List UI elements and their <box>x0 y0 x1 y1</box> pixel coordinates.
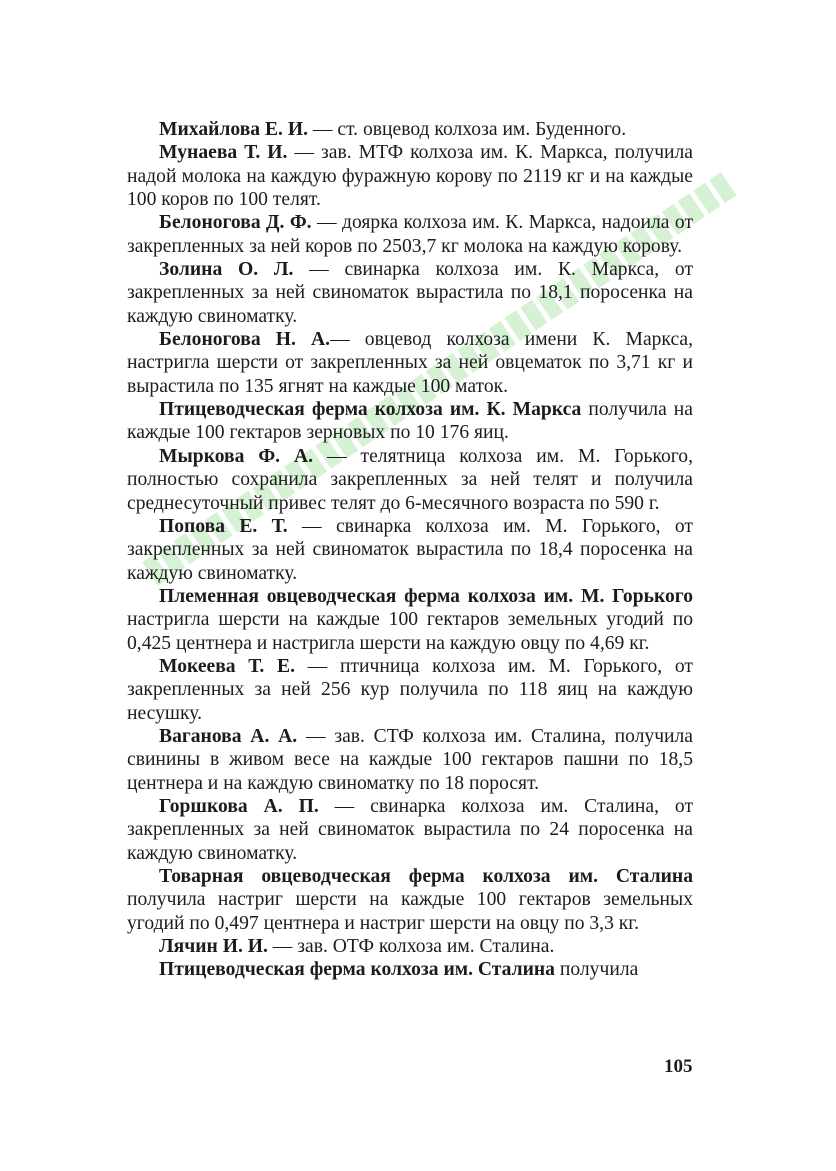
paragraph-10-name: Мокеева Т. Е. <box>159 655 295 677</box>
paragraph-9-name: Племенная овцеводческая ферма колхоза им. М. Горького <box>159 585 693 607</box>
paragraph-12 <box>127 795 693 865</box>
paragraph-1-name: Михайлова Е. И. <box>159 119 308 140</box>
paragraph-9 <box>127 585 693 655</box>
paragraph-4 <box>127 258 693 328</box>
paragraph-15-text: получила <box>554 959 639 981</box>
paragraph-13-name: Товарная овцеводческая ферма колхоза им. Сталина <box>159 866 693 887</box>
paragraph-10-text: — птичница колхоза им. М. Горького, от закрепленных за ней 256 кур получила по 118 яиц на каждую несушку. <box>127 655 693 724</box>
page-text <box>127 118 693 982</box>
paragraph-3 <box>127 211 693 258</box>
paragraph-8-text: — свинарка колхоза им. М. Горького, от закрепленных за ней свиноматок вырастила по 18,4 поросенка на каждую свиноматку. <box>127 515 693 584</box>
paragraph-1-text: — ст. овцевод колхоза им. Буденного. <box>308 119 627 140</box>
paragraph-14 <box>127 935 693 958</box>
paragraph-2 <box>127 141 693 211</box>
paragraph-7 <box>127 445 693 515</box>
paragraph-11 <box>127 725 693 795</box>
paragraph-11-text: — зав. СТФ колхоза им. Сталина, получила свинины в живом весе на каждые 100 гектаров пашни по 18,5 центнера и на каждую свиноматку по 18 поросят. <box>127 725 694 794</box>
paragraph-2-name: Мунаева Т. И. <box>159 142 288 164</box>
paragraph-14-text: — зав. ОТФ колхоза им. Сталина. <box>267 936 555 958</box>
paragraph-8-name: Попова Е. Т. <box>159 515 288 537</box>
paragraph-14-name: Лячин И. И. <box>159 936 268 958</box>
paragraph-5-name: Белоногова Н. А. <box>159 329 331 351</box>
paragraph-6 <box>127 398 693 445</box>
paragraph-12-text: — свинарка колхоза им. Сталина, от закрепленных за ней свиноматок вырастила по 24 поросенка на каждую свиноматку. <box>127 795 694 864</box>
paragraph-5 <box>127 328 693 398</box>
paragraph-13-text: получила настриг шерсти на каждые 100 гектаров земельных угодий по 0,497 центнера и настриг шерсти на овцу по 3,3 кг. <box>127 889 693 934</box>
paragraph-11-name: Ваганова А. А. <box>159 725 298 747</box>
paragraph-1 <box>127 118 693 141</box>
paragraph-6-text: получила на каждые 100 гектаров зерновых по 10 176 яиц. <box>127 399 693 444</box>
paragraph-3-text: — доярка колхоза им. К. Маркса, надоила от закрепленных за ней коров по 2503,7 кг молока на каждую корову. <box>127 212 694 257</box>
paragraph-13 <box>127 865 693 935</box>
paragraph-2-text: — зав. МТФ колхоза им. К. Маркса, получила надой молока на каждую фуражную корову по 2119 кг и на каждые 100 коров по 100 телят. <box>127 142 694 211</box>
page-number: 105 <box>664 1056 693 1077</box>
paragraph-8 <box>127 515 693 585</box>
paragraph-4-name: Золина О. Л. <box>159 259 294 281</box>
paragraph-15-name: Птицеводческая ферма колхоза им. Сталина <box>159 959 555 981</box>
paragraph-7-name: Мыркова Ф. А. <box>159 445 314 467</box>
paragraph-6-name: Птицеводческая ферма колхоза им. К. Маркса <box>159 399 582 421</box>
paragraph-10 <box>127 655 693 725</box>
paragraph-3-name: Белоногова Д. Ф. <box>159 212 312 234</box>
paragraph-12-name: Горшкова А. П. <box>159 795 319 817</box>
paragraph-9-text: настригла шерсти на каждые 100 гектаров земельных угодий по 0,425 центнера и настригла шерсти на каждую овцу по 4,69 кг. <box>127 609 693 654</box>
paragraph-5-text: — овцевод колхоза имени К. Маркса, настригла шерсти от закрепленных за ней овцематок по 3,71 кг и вырастила по 135 ягнят на каждые 100 маток. <box>127 329 693 397</box>
paragraph-7-text: — телятница колхоза им. М. Горького, полностью сохранила закрепленных за ней телят и получила среднесуточный привес телят до 6-месячного возраста по 590 г. <box>127 445 693 514</box>
paragraph-4-text: — свинарка колхоза им. К. Маркса, от закрепленных за ней свиноматок вырастила по 18,1 поросенка на каждую свиноматку. <box>127 259 694 327</box>
paragraph-15 <box>127 958 693 981</box>
